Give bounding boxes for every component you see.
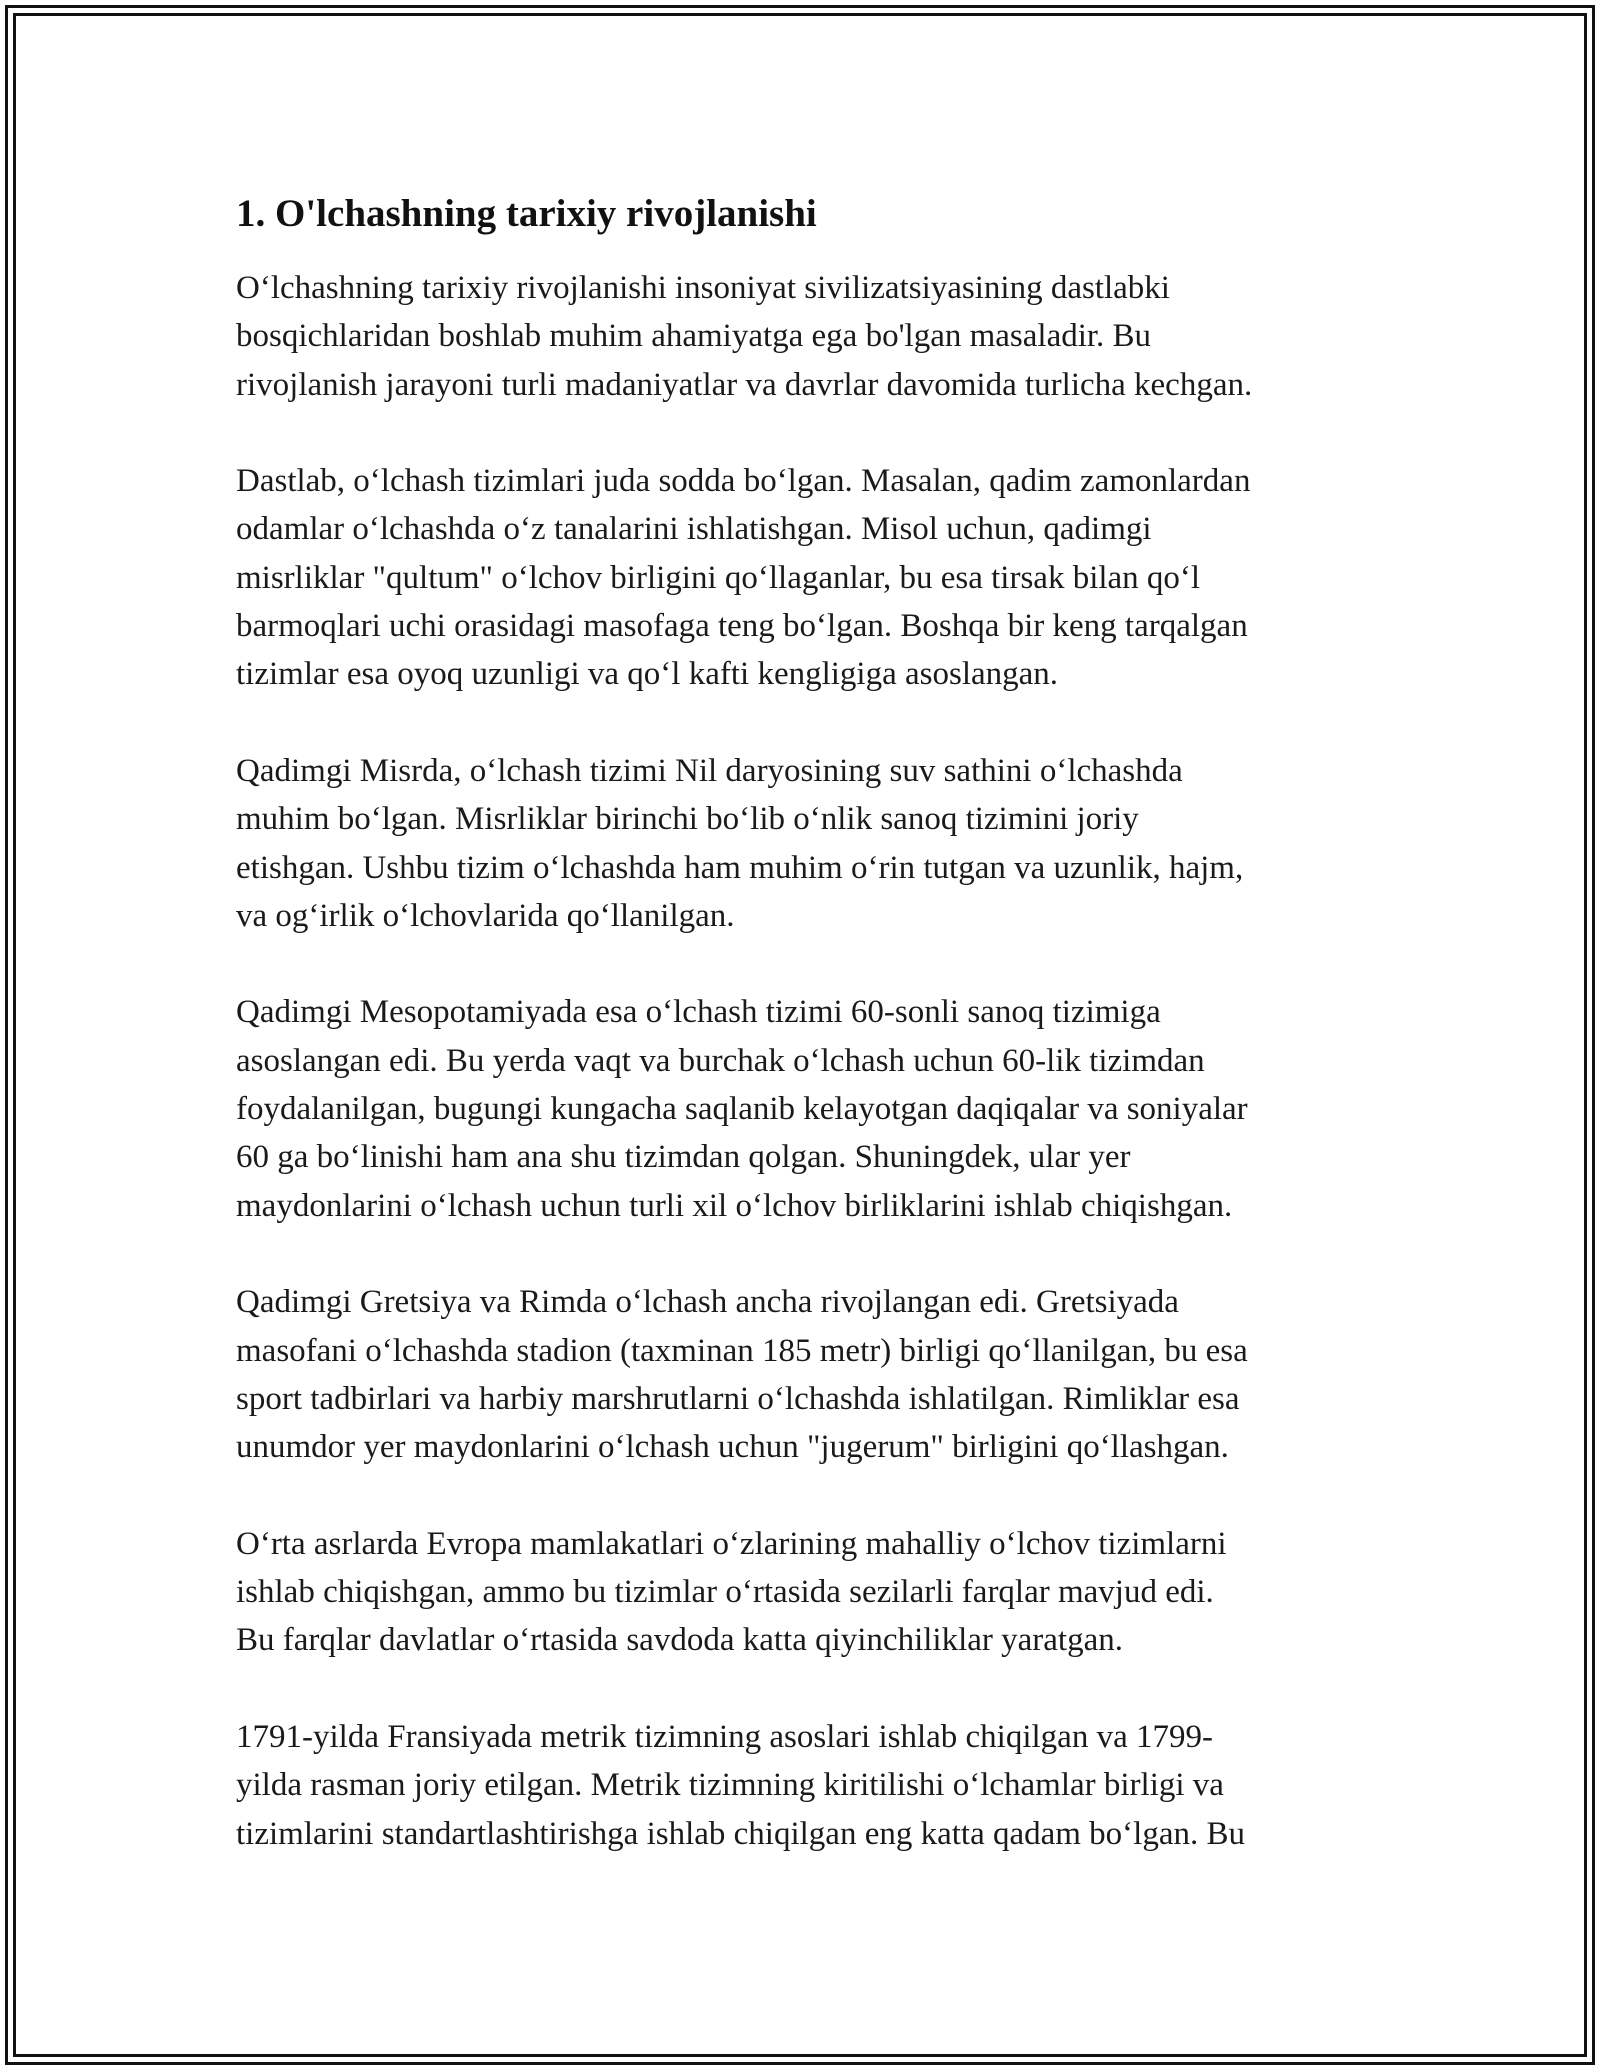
text-line: va og‘irlik o‘lchovlarida qo‘llanilgan. xyxy=(236,897,735,934)
paragraph-middle-ages xyxy=(236,1520,1366,1665)
text-line: sport tadbirlari va harbiy marshrutlarni o‘lchashda ishlatilgan. Rimliklar esa xyxy=(236,1380,1240,1417)
text-line: unumdor yer maydonlarini o‘lchash uchun "jugerum" birligini qo‘llashgan. xyxy=(236,1429,1229,1466)
text-line: O‘rta asrlarda Evropa mamlakatlari o‘zlarining mahalliy o‘lchov tizimlarni xyxy=(236,1525,1227,1562)
paragraph-early-systems xyxy=(236,457,1366,698)
text-line: odamlar o‘lchashda o‘z tanalarini ishlatishgan. Misol uchun, qadimgi xyxy=(236,511,1152,548)
text-line: maydonlarini o‘lchash uchun turli xil o‘lchov birliklarini ishlab chiqishgan. xyxy=(236,1187,1233,1224)
text-line: O‘lchashning tarixiy rivojlanishi insoniyat sivilizatsiyasining dastlabki xyxy=(236,270,1170,306)
text-line: masofani o‘lchashda stadion (taxminan 185 metr) birligi qo‘llanilgan, bu esa xyxy=(236,1332,1248,1369)
text-line: tizimlarini standartlashtirishga ishlab chiqilgan eng katta qadam bo‘lgan. Bu xyxy=(236,1815,1245,1852)
paragraph-intro xyxy=(236,264,1366,409)
text-line: barmoqlari uchi orasidagi masofaga teng bo‘lgan. Boshqa bir keng tarqalgan xyxy=(236,608,1248,645)
text-line: asoslangan edi. Bu yerda vaqt va burchak o‘lchash uchun 60-lik tizimdan xyxy=(236,1042,1205,1079)
paragraph-metric-system xyxy=(236,1713,1366,1858)
text-line: Qadimgi Mesopotamiyada esa o‘lchash tizimi 60-sonli sanoq tizimiga xyxy=(236,994,1161,1031)
text-line: tizimlar esa oyoq uzunligi va qo‘l kafti kengligiga asoslangan. xyxy=(236,656,1059,693)
text-line: misrliklar "qultum" o‘lchov birligini qo‘llaganlar, bu esa tirsak bilan qo‘l xyxy=(236,559,1201,596)
section-heading: 1. O'lchashning tarixiy rivojlanishi xyxy=(236,192,817,235)
text-line: Qadimgi Misrda, o‘lchash tizimi Nil daryosining suv sathini o‘lchashda xyxy=(236,752,1183,789)
text-line: ishlab chiqishgan, ammo bu tizimlar o‘rtasida sezilarli farqlar mavjud edi. xyxy=(236,1574,1214,1611)
text-line: bosqichlaridan boshlab muhim ahamiyatga ega bo'lgan masaladir. Bu xyxy=(236,318,1152,355)
paragraph-mesopotamia xyxy=(236,988,1366,1229)
text-line: rivojlanish jarayoni turli madaniyatlar va davrlar davomida turlicha kechgan. xyxy=(236,366,1253,403)
text-line: 60 ga bo‘linishi ham ana shu tizimdan qolgan. Shuningdek, ular yer xyxy=(236,1139,1131,1176)
text-line: yilda rasman joriy etilgan. Metrik tizimning kiritilishi o‘lchamlar birligi va xyxy=(236,1767,1224,1804)
text-line: etishgan. Ushbu tizim o‘lchashda ham muhim o‘rin tutgan va uzunlik, hajm, xyxy=(236,849,1244,886)
text-line: 1791-yilda Fransiyada metrik tizimning asoslari ishlab chiqilgan va 1799- xyxy=(236,1718,1213,1755)
text-line: Bu farqlar davlatlar o‘rtasida savdoda katta qiyinchiliklar yaratgan. xyxy=(236,1622,1123,1659)
paragraph-egypt xyxy=(236,747,1366,940)
text-line: foydalanilgan, bugungi kungacha saqlanib kelayotgan daqiqalar va soniyalar xyxy=(236,1091,1248,1128)
text-line: Dastlab, o‘lchash tizimlari juda sodda bo‘lgan. Masalan, qadim zamonlardan xyxy=(236,463,1251,500)
text-line: muhim bo‘lgan. Misrliklar birinchi bo‘lib o‘nlik sanoq tizimini joriy xyxy=(236,801,1139,838)
paragraph-greece-rome xyxy=(236,1278,1366,1471)
document-body xyxy=(236,190,1366,1906)
text-line: Qadimgi Gretsiya va Rimda o‘lchash ancha rivojlangan edi. Gretsiyada xyxy=(236,1284,1179,1321)
